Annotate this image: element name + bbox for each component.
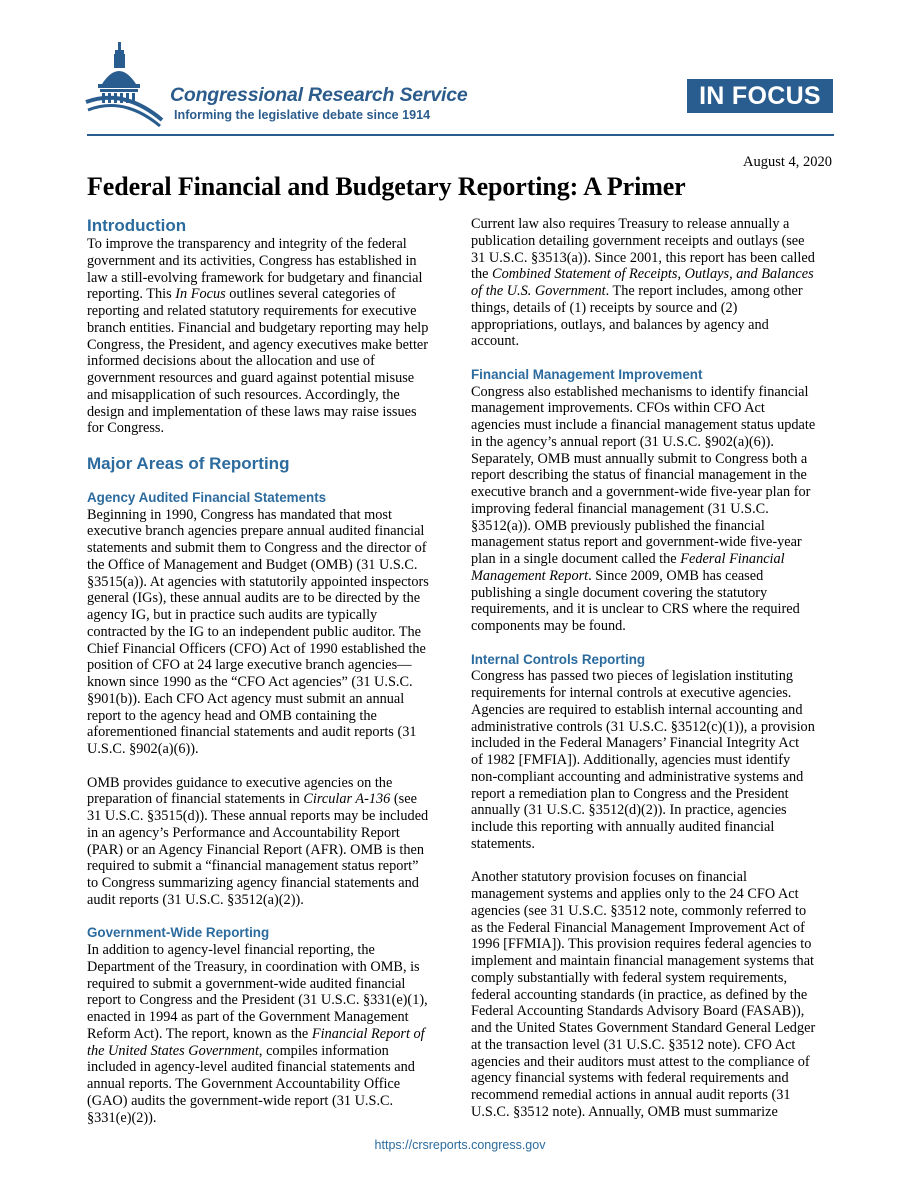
text-line: 31 U.S.C. §3513(a)). Since 2001, this report has been called xyxy=(471,249,815,266)
text-line: federal accounting standards (in practice, as defined by the xyxy=(471,986,808,1003)
text-line: to Congress summarizing agency financial statements and xyxy=(87,875,419,891)
text-line: things, details of (1) receipts by source and (2) xyxy=(471,299,738,316)
text-line: audit reports (31 U.S.C. §3512(a)(2)). xyxy=(87,891,304,908)
government-wide-heading: Government-Wide Reporting xyxy=(87,925,270,941)
text-line: known since 1990 as the “CFO Act agencies” (31 U.S.C. xyxy=(87,674,413,690)
text-line: management status report and government-wide five-year xyxy=(471,534,802,551)
text-line: the Combined Statement of Receipts, Outlays, and Balances xyxy=(471,266,814,283)
text-line: U.S.C. §902(a)(6)). xyxy=(87,741,199,757)
text-line: branch entities. Financial and budgetary reporting may help xyxy=(87,319,429,336)
text-line: To improve the transparency and integrity of the federal xyxy=(87,236,407,252)
text-line: In addition to agency-level financial reporting, the xyxy=(87,942,375,958)
footer-url: https://crsreports.congress.gov xyxy=(374,1138,546,1152)
text-line: reporting. This In Focus outlines several categories of xyxy=(87,286,396,303)
text-line: executive branch and a government-wide five-year plan for xyxy=(471,484,811,500)
text-line: of the U.S. Government. The report includes, among other xyxy=(471,283,803,299)
text-line: report describing the status of financial management in the xyxy=(471,467,807,484)
text-line: general (IGs), these annual audits are to be directed by the xyxy=(87,590,421,607)
text-line: comply substantially with federal system requirements, xyxy=(471,969,788,986)
text-line: management improvements. CFOs within CFO Act xyxy=(471,400,765,417)
text-line: §3515(a)). At agencies with statutorily appointed inspectors xyxy=(87,573,429,590)
text-line: appropriations, outlays, and balances by agency and xyxy=(471,316,769,333)
text-line: report to the agency head and OMB containing the xyxy=(87,707,377,724)
text-line: the United States Government, compiles information xyxy=(87,1042,389,1059)
text-line: non-compliant accounting and administrative systems and xyxy=(471,768,804,785)
text-line: account. xyxy=(471,333,520,350)
text-line: implement and maintain financial management systems that xyxy=(471,953,815,969)
text-line: Federal Accounting Standards Advisory Board (FASAB)), xyxy=(471,1003,805,1020)
introduction-paragraph xyxy=(87,236,450,437)
text-line: government resources and guard against potential misuse xyxy=(87,370,415,386)
text-line: 31 U.S.C. §3515(d)). These annual reports may be included xyxy=(87,808,429,824)
financial-management-heading: Financial Management Improvement xyxy=(471,366,703,382)
text-line: agencies must include a financial management status update xyxy=(471,417,816,433)
text-line: requirements, and it is unclear to CRS where the required xyxy=(471,601,800,618)
text-line: annual reports. The Government Accountability Office xyxy=(87,1076,401,1092)
text-line: report to Congress and the President (31 U.S.C. §331(e)(1), xyxy=(87,992,428,1009)
text-line: at the transaction level (31 U.S.C. §3512 note). CFO Act xyxy=(471,1036,796,1053)
italic-title: Combined Statement of Receipts, Outlays, and Balances xyxy=(492,266,814,283)
text-line: and misapplication of such resources. Accordingly, the xyxy=(87,386,400,403)
treasury-receipts-paragraph xyxy=(471,216,834,350)
agency-statements-paragraph-1 xyxy=(87,507,450,758)
text-line: Department of the Treasury, in coordination with OMB, is xyxy=(87,958,420,975)
major-areas-heading: Major Areas of Reporting xyxy=(87,453,290,473)
text-line: report a remediation plan to Congress and the President xyxy=(471,785,789,802)
text-line: Current law also requires Treasury to release annually a xyxy=(471,216,790,232)
text-line: agencies and their auditors must attest to the compliance of xyxy=(471,1053,810,1070)
text-line: executive branch agencies prepare annual audited financial xyxy=(87,523,425,540)
text-line: Beginning in 1990, Congress has mandated that most xyxy=(87,506,392,523)
financial-management-paragraph xyxy=(471,384,834,635)
text-line: in an agency’s Performance and Accountability Report xyxy=(87,824,400,841)
text-line: the Office of Management and Budget (OMB) (31 U.S.C. xyxy=(87,556,418,573)
text-line: preparation of financial statements in Circular A-136 (see xyxy=(87,791,417,808)
text-line: annually (31 U.S.C. §3512(d)(2)). In practice, agencies xyxy=(471,802,787,819)
text-line: included in the Federal Managers’ Financial Integrity Act xyxy=(471,735,800,752)
text-line: §331(e)(2)). xyxy=(87,1109,157,1126)
italic-title: the United States Government xyxy=(87,1042,259,1059)
text-line: Management Report. Since 2009, OMB has ceased xyxy=(471,567,764,584)
text-line: management systems and applies only to the 24 CFO Act xyxy=(471,886,799,902)
text-line: statements. xyxy=(471,835,535,852)
in-focus-badge: IN FOCUS xyxy=(687,79,833,113)
text-line: informed decisions about the allocation and use of xyxy=(87,353,375,370)
page-header xyxy=(0,0,920,140)
italic-title: Management Report xyxy=(471,567,589,584)
text-line: of 1982 [FMFIA]). Additionally, agencies must identify xyxy=(471,752,791,768)
text-line: §3512(a)). OMB previously published the financial xyxy=(471,517,765,534)
text-line: Congress also established mechanisms to identify financial xyxy=(471,383,809,400)
text-line: (GAO) audits the government-wide report (31 U.S.C. xyxy=(87,1092,394,1109)
text-line: include this reporting with annually audited financial xyxy=(471,819,775,835)
text-line: plan in a single document called the Federal Financial xyxy=(471,551,785,567)
text-line: §901(b)). Each CFO Act agency must submit an annual xyxy=(87,690,405,707)
text-line: law a still-evolving framework for budgetary and financial xyxy=(87,269,423,286)
italic-title: of the U.S. Government xyxy=(471,283,606,299)
text-line: government and its activities, Congress has established in xyxy=(87,252,417,269)
text-line: OMB provides guidance to executive agencies on the xyxy=(87,774,393,791)
government-wide-paragraph xyxy=(87,942,450,1126)
capitol-dome-logo xyxy=(84,40,164,128)
text-line: design and implementation of these laws may raise issues xyxy=(87,403,417,420)
right-column xyxy=(471,216,834,1137)
text-line: required to submit a “financial management status report” xyxy=(87,858,419,875)
text-line: as the Federal Financial Management Improvement Act of xyxy=(471,919,805,936)
text-line: U.S.C. §3512 note). Annually, OMB must summarize xyxy=(471,1103,778,1120)
text-line: position of CFO at 24 large executive branch agencies— xyxy=(87,657,412,674)
text-line: agencies (see 31 U.S.C. §3512 note, commonly referred to xyxy=(471,902,807,919)
text-line: 1996 [FFMIA]). This provision requires federal agencies to xyxy=(471,936,812,953)
text-line: (PAR) or an Agency Financial Report (AFR). OMB is then xyxy=(87,841,425,858)
text-line: included in agency-level audited financial statements and xyxy=(87,1059,415,1076)
italic-title: Circular A-136 xyxy=(303,791,391,808)
text-line: agency IG, but in practice such audits are typically xyxy=(87,607,378,623)
page-title: Federal Financial and Budgetary Reporting: A Primer xyxy=(87,172,686,201)
text-line: Congress has passed two pieces of legislation instituting xyxy=(471,668,794,685)
publication-date: August 4, 2020 xyxy=(742,154,832,170)
agency-statements-heading: Agency Audited Financial Statements xyxy=(87,489,327,505)
text-line: enacted in 1994 as part of the Government Management xyxy=(87,1009,409,1025)
org-name: Congressional Research Service xyxy=(170,84,468,106)
text-line: for Congress. xyxy=(87,420,165,437)
text-line: Separately, OMB must annually submit to Congress both a xyxy=(471,450,808,467)
text-line: administrative controls (31 U.S.C. §3512(c)(1)), a provision xyxy=(471,718,815,735)
text-line: in the agency’s annual report (31 U.S.C. §902(a)(6)). xyxy=(471,433,774,450)
text-line: Chief Financial Officers (CFO) Act of 1990 established the xyxy=(87,640,426,657)
text-line: required to submit a government-wide audited financial xyxy=(87,975,406,992)
italic-title: In Focus xyxy=(175,286,226,303)
text-line: reporting and related statutory requirements for executive xyxy=(87,303,417,319)
text-line: statements and submit them to Congress and the director of xyxy=(87,540,427,556)
introduction-heading: Introduction xyxy=(87,216,187,235)
internal-controls-paragraph-2 xyxy=(471,869,834,1120)
text-line: Agencies are required to establish internal accounting and xyxy=(471,701,803,718)
text-line: requirements for internal controls at executive agencies. xyxy=(471,685,792,701)
text-line: recommend remedial actions in annual audit reports (31 xyxy=(471,1087,791,1103)
text-line: aforementioned financial statements and audit reports (31 xyxy=(87,724,417,741)
text-line: Congress, the President, and agency executives make better xyxy=(87,336,429,353)
text-line: Another statutory provision focuses on financial xyxy=(471,869,747,886)
internal-controls-heading: Internal Controls Reporting xyxy=(471,651,646,667)
text-line: agency financial systems with federal requirements and xyxy=(471,1070,789,1087)
left-column xyxy=(87,216,450,1143)
text-line: and the United States Government Standard General Ledger xyxy=(471,1020,816,1036)
agency-statements-paragraph-2 xyxy=(87,775,450,909)
internal-controls-paragraph-1 xyxy=(471,668,834,852)
italic-title: Financial Report of xyxy=(311,1025,425,1042)
header-divider xyxy=(87,134,834,136)
text-line: improving federal financial management (31 U.S.C. xyxy=(471,500,769,517)
italic-title: Federal Financial xyxy=(680,551,785,567)
text-line: publishing a single document covering the statutory xyxy=(471,584,768,601)
text-line: components may be found. xyxy=(471,618,626,634)
text-line: publication detailing government receipts and outlays (see xyxy=(471,232,805,249)
org-tagline: Informing the legislative debate since 1914 xyxy=(174,108,431,122)
text-line: Reform Act). The report, known as the Financial Report of xyxy=(87,1025,425,1042)
text-line: contracted by the IG to an independent public auditor. The xyxy=(87,623,422,640)
